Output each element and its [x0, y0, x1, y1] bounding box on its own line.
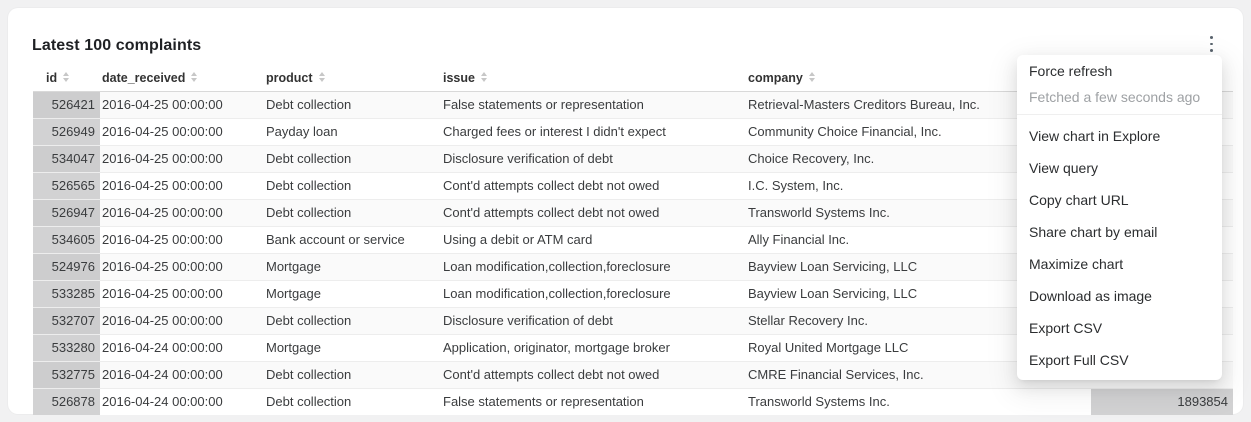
cell-company: Ally Financial Inc.	[746, 226, 1091, 253]
cell-date_received: 2016-04-25 00:00:00	[100, 91, 264, 118]
column-label: issue	[443, 70, 475, 85]
cell-id: 533285	[33, 280, 100, 307]
menu-item-export-csv[interactable]: Export CSV	[1029, 320, 1103, 336]
cell-id: 534605	[33, 226, 100, 253]
cell-issue: Loan modification,collection,foreclosure	[441, 253, 746, 280]
cell-date_received: 2016-04-25 00:00:00	[100, 199, 264, 226]
menu-item-download-as-image[interactable]: Download as image	[1029, 288, 1152, 304]
column-label: company	[748, 70, 803, 85]
cell-issue: Cont'd attempts collect debt not owed	[441, 199, 746, 226]
menu-item-copy-chart-url[interactable]: Copy chart URL	[1029, 192, 1129, 208]
cell-date_received: 2016-04-24 00:00:00	[100, 388, 264, 415]
kebab-dot	[1210, 36, 1213, 39]
menu-item-force-refresh[interactable]: Force refresh	[1029, 63, 1113, 79]
column-header-id[interactable]	[33, 65, 100, 91]
cell-id: 526949	[33, 118, 100, 145]
kebab-menu-icon[interactable]	[1203, 34, 1219, 54]
cell-id: 526878	[33, 388, 100, 415]
cell-product: Payday loan	[264, 118, 441, 145]
cell-product: Debt collection	[264, 172, 441, 199]
sort-icon	[809, 72, 815, 82]
menu-info-fetched: Fetched a few seconds ago	[1029, 89, 1201, 105]
cell-issue: Using a debit or ATM card	[441, 226, 746, 253]
cell-product: Bank account or service	[264, 226, 441, 253]
cell-company: CMRE Financial Services, Inc.	[746, 361, 1091, 388]
cell-date_received: 2016-04-24 00:00:00	[100, 334, 264, 361]
cell-issue: Cont'd attempts collect debt not owed	[441, 172, 746, 199]
chart-context-menu	[1017, 55, 1222, 380]
cell-company: Community Choice Financial, Inc.	[746, 118, 1091, 145]
cell-date_received: 2016-04-25 00:00:00	[100, 280, 264, 307]
menu-item-share-chart-by-email[interactable]: Share chart by email	[1029, 224, 1158, 240]
cell-company: Stellar Recovery Inc.	[746, 307, 1091, 334]
cell-date_received: 2016-04-24 00:00:00	[100, 361, 264, 388]
cell-extra: 1893854	[1091, 388, 1233, 415]
cell-issue: Charged fees or interest I didn't expect	[441, 118, 746, 145]
chart-title: Latest 100 complaints	[32, 37, 202, 54]
cell-company: I.C. System, Inc.	[746, 172, 1091, 199]
cell-issue: False statements or representation	[441, 91, 746, 118]
column-label: product	[266, 70, 313, 85]
cell-id: 526421	[33, 91, 100, 118]
cell-date_received: 2016-04-25 00:00:00	[100, 145, 264, 172]
cell-id: 532707	[33, 307, 100, 334]
cell-product: Debt collection	[264, 361, 441, 388]
cell-company: Retrieval-Masters Creditors Bureau, Inc.	[746, 91, 1091, 118]
sort-icon	[319, 72, 325, 82]
cell-date_received: 2016-04-25 00:00:00	[100, 307, 264, 334]
sort-icon	[191, 72, 197, 82]
cell-id: 533280	[33, 334, 100, 361]
cell-issue: Application, originator, mortgage broker	[441, 334, 746, 361]
cell-company: Transworld Systems Inc.	[746, 388, 1091, 415]
column-label: date_received	[102, 70, 186, 85]
menu-divider	[1017, 114, 1222, 115]
cell-product: Mortgage	[264, 280, 441, 307]
sort-icon	[481, 72, 487, 82]
column-label: id	[46, 70, 58, 85]
cell-date_received: 2016-04-25 00:00:00	[100, 172, 264, 199]
cell-company: Royal United Mortgage LLC	[746, 334, 1091, 361]
cell-id: 524976	[33, 253, 100, 280]
cell-product: Debt collection	[264, 145, 441, 172]
column-header-date_received[interactable]	[100, 65, 264, 91]
cell-company: Choice Recovery, Inc.	[746, 145, 1091, 172]
menu-item-maximize-chart[interactable]: Maximize chart	[1029, 256, 1124, 272]
menu-item-export-full-csv[interactable]: Export Full CSV	[1029, 352, 1129, 368]
cell-issue: Cont'd attempts collect debt not owed	[441, 361, 746, 388]
cell-company: Bayview Loan Servicing, LLC	[746, 253, 1091, 280]
cell-date_received: 2016-04-25 00:00:00	[100, 253, 264, 280]
cell-product: Debt collection	[264, 388, 441, 415]
kebab-dot	[1210, 43, 1213, 46]
cell-issue: Loan modification,collection,foreclosure	[441, 280, 746, 307]
cell-product: Debt collection	[264, 199, 441, 226]
column-header-issue[interactable]	[441, 65, 746, 91]
cell-issue: Disclosure verification of debt	[441, 145, 746, 172]
menu-item-view-query[interactable]: View query	[1029, 160, 1099, 176]
sort-icon	[63, 72, 69, 82]
cell-id: 526565	[33, 172, 100, 199]
column-header-product[interactable]	[264, 65, 441, 91]
cell-id: 526947	[33, 199, 100, 226]
cell-product: Debt collection	[264, 307, 441, 334]
menu-item-view-chart-in-explore[interactable]: View chart in Explore	[1029, 128, 1161, 144]
cell-date_received: 2016-04-25 00:00:00	[100, 226, 264, 253]
cell-product: Mortgage	[264, 253, 441, 280]
kebab-dot	[1210, 49, 1213, 52]
cell-company: Transworld Systems Inc.	[746, 199, 1091, 226]
table-row	[33, 388, 1233, 415]
cell-issue: False statements or representation	[441, 388, 746, 415]
cell-product: Debt collection	[264, 91, 441, 118]
cell-id: 534047	[33, 145, 100, 172]
cell-date_received: 2016-04-25 00:00:00	[100, 118, 264, 145]
cell-company: Bayview Loan Servicing, LLC	[746, 280, 1091, 307]
cell-issue: Disclosure verification of debt	[441, 307, 746, 334]
cell-id: 532775	[33, 361, 100, 388]
cell-product: Mortgage	[264, 334, 441, 361]
